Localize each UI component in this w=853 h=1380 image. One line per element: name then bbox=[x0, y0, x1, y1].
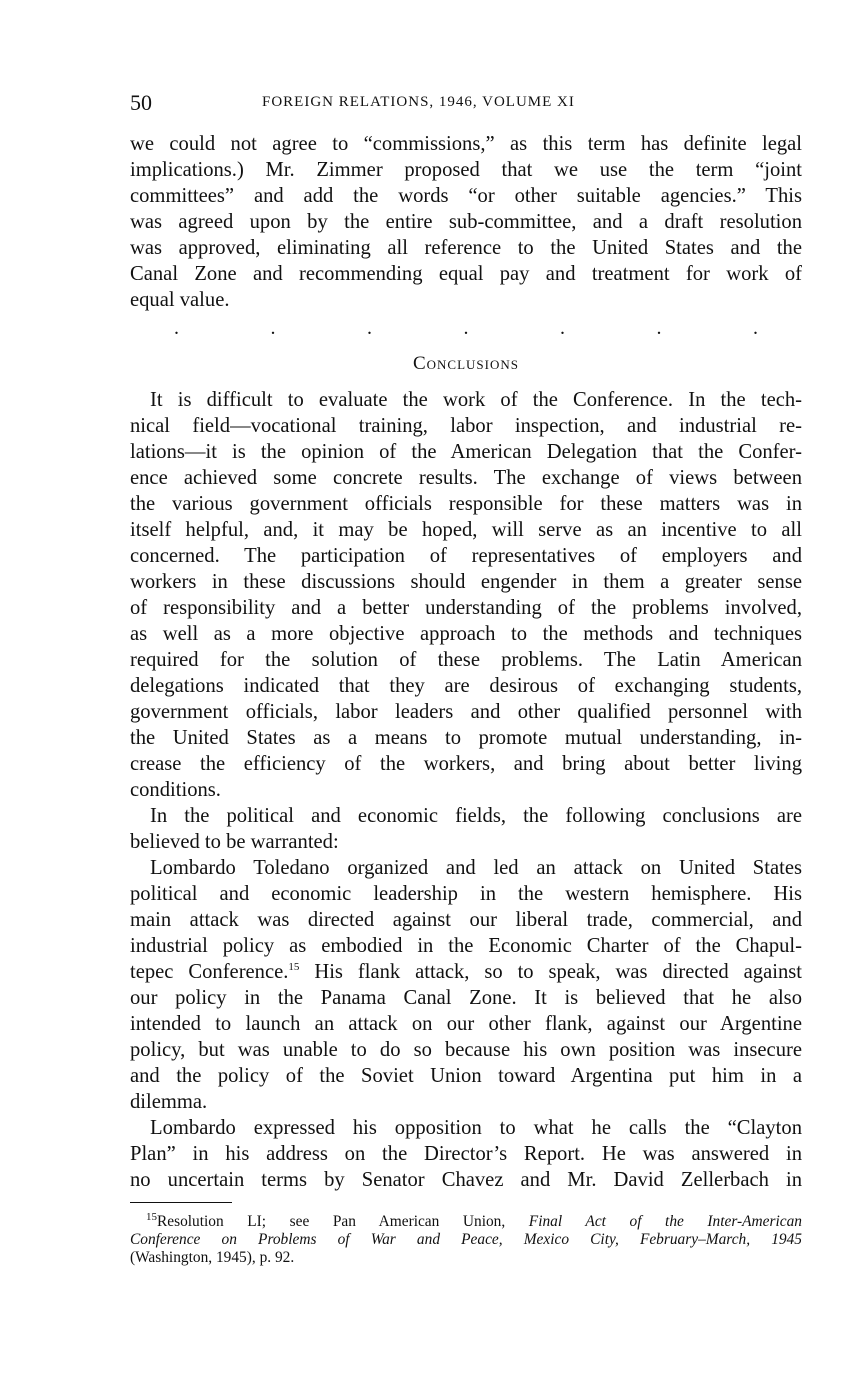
ellipsis-dot: . bbox=[270, 317, 276, 339]
page-number: 50 bbox=[130, 90, 152, 115]
citation-title: Conference on Problems of War and Peace, Mexico City, February–March, 1945 bbox=[130, 1231, 802, 1248]
text-line: Lombardo Toledano organized and led an attack on United States bbox=[150, 857, 802, 879]
footnote-line: (Washington, 1945), p. 92. bbox=[130, 1249, 295, 1266]
ellipsis-dot: . bbox=[463, 317, 469, 339]
text-line: industrial policy as embodied in the Economic Charter of the Chapul- bbox=[130, 935, 802, 957]
text-line: believed to be warranted: bbox=[130, 831, 339, 853]
text-fragment: His flank attack, so to speak, was directed against bbox=[299, 961, 802, 983]
text-line: government officials, labor leaders and other qualified personnel with bbox=[130, 701, 802, 723]
text-line: of responsibility and a better understanding of the problems involved, bbox=[130, 597, 802, 619]
text-line: was approved, eliminating all reference to the United States and the bbox=[130, 237, 802, 259]
paragraph-lombardo-attack bbox=[130, 855, 802, 1115]
text-line: the United States as a means to promote mutual understanding, in- bbox=[130, 727, 802, 749]
footnote-divider bbox=[130, 1202, 232, 1203]
ellipsis-dot: . bbox=[656, 317, 662, 339]
text-line: equal value. bbox=[130, 289, 230, 311]
text-line: dilemma. bbox=[130, 1091, 208, 1113]
text-line: itself helpful, and, it may be hoped, will serve as an incentive to all bbox=[130, 519, 802, 541]
text-line: lations—it is the opinion of the American Delegation that the Confer- bbox=[130, 441, 802, 463]
footnote-15 bbox=[130, 1210, 802, 1267]
text-line: conditions. bbox=[130, 779, 221, 801]
section-heading: Conclusions bbox=[412, 353, 519, 374]
omission-ellipsis bbox=[130, 313, 802, 339]
text-line: required for the solution of these problems. The Latin American bbox=[130, 649, 802, 671]
text-line: political and economic leadership in the western hemisphere. His bbox=[130, 883, 802, 905]
text-line: Canal Zone and recommending equal pay and treatment for work of bbox=[130, 263, 802, 285]
text-line: was agreed upon by the entire sub-committee, and a draft resolution bbox=[130, 211, 802, 233]
ellipsis-dot: . bbox=[174, 317, 179, 339]
footnote-line bbox=[130, 1210, 802, 1231]
text-fragment: tepec Conference. bbox=[130, 961, 289, 983]
text-line: concerned. The participation of representatives of employers and bbox=[130, 545, 802, 567]
text-line: as well as a more objective approach to the methods and techniques bbox=[130, 623, 802, 645]
text-line: delegations indicated that they are desirous of exchanging students, bbox=[130, 675, 802, 697]
paragraph-evaluation bbox=[130, 387, 802, 803]
text-line: no uncertain terms by Senator Chavez and Mr. David Zellerbach in bbox=[130, 1169, 802, 1191]
text-line: and the policy of the Soviet Union toward Argentina put him in a bbox=[130, 1065, 802, 1087]
paragraph-political-intro bbox=[130, 803, 802, 855]
text-line: committees” and add the words “or other suitable agencies.” This bbox=[130, 185, 802, 207]
text-line: intended to launch an attack on our other flank, against our Argentine bbox=[130, 1013, 802, 1035]
paragraph-continuation bbox=[130, 131, 802, 313]
text-line: policy, but was unable to do so because his own position was insecure bbox=[130, 1039, 802, 1061]
footnote-mark: 15 bbox=[146, 1210, 157, 1223]
text-line bbox=[130, 959, 802, 985]
text-line: main attack was directed against our liberal trade, commercial, and bbox=[130, 909, 802, 931]
text-line: our policy in the Panama Canal Zone. It is believed that he also bbox=[130, 987, 802, 1009]
page-header bbox=[130, 90, 802, 118]
text-line: implications.) Mr. Zimmer proposed that we use the term “joint bbox=[130, 159, 802, 181]
text-line: workers in these discussions should engender in them a greater sense bbox=[130, 571, 802, 593]
text-line: Lombardo expressed his opposition to what he calls the “Clayton bbox=[150, 1117, 802, 1139]
text-line: nical field—vocational training, labor inspection, and industrial re- bbox=[130, 415, 802, 437]
footnote-line bbox=[130, 1231, 802, 1249]
footnote-reference[interactable]: 15 bbox=[288, 961, 300, 974]
citation-title: Final Act of the Inter-American bbox=[528, 1213, 802, 1230]
text-line: the various government officials responsible for these matters was in bbox=[130, 493, 802, 515]
text-line: ence achieved some concrete results. The exchange of views between bbox=[130, 467, 802, 489]
ellipsis-dot: . bbox=[560, 317, 565, 339]
text-line: In the political and economic fields, the following conclusions are bbox=[150, 805, 802, 827]
main-text bbox=[130, 131, 802, 1193]
paragraph-clayton-plan bbox=[130, 1115, 802, 1193]
text-line: It is difficult to evaluate the work of the Conference. In the tech- bbox=[150, 389, 802, 411]
running-head: FOREIGN RELATIONS, 1946, VOLUME XI bbox=[262, 94, 575, 110]
text-line: crease the efficiency of the workers, and bring about better living bbox=[130, 753, 802, 775]
text-line: we could not agree to “commissions,” as this term has definite legal bbox=[130, 133, 802, 155]
ellipsis-dot: . bbox=[753, 317, 758, 339]
ellipsis-dot: . bbox=[367, 317, 372, 339]
text-fragment: Resolution LI; see Pan American Union, bbox=[157, 1213, 529, 1230]
text-line: Plan” in his address on the Director’s Report. He was answered in bbox=[130, 1143, 802, 1165]
